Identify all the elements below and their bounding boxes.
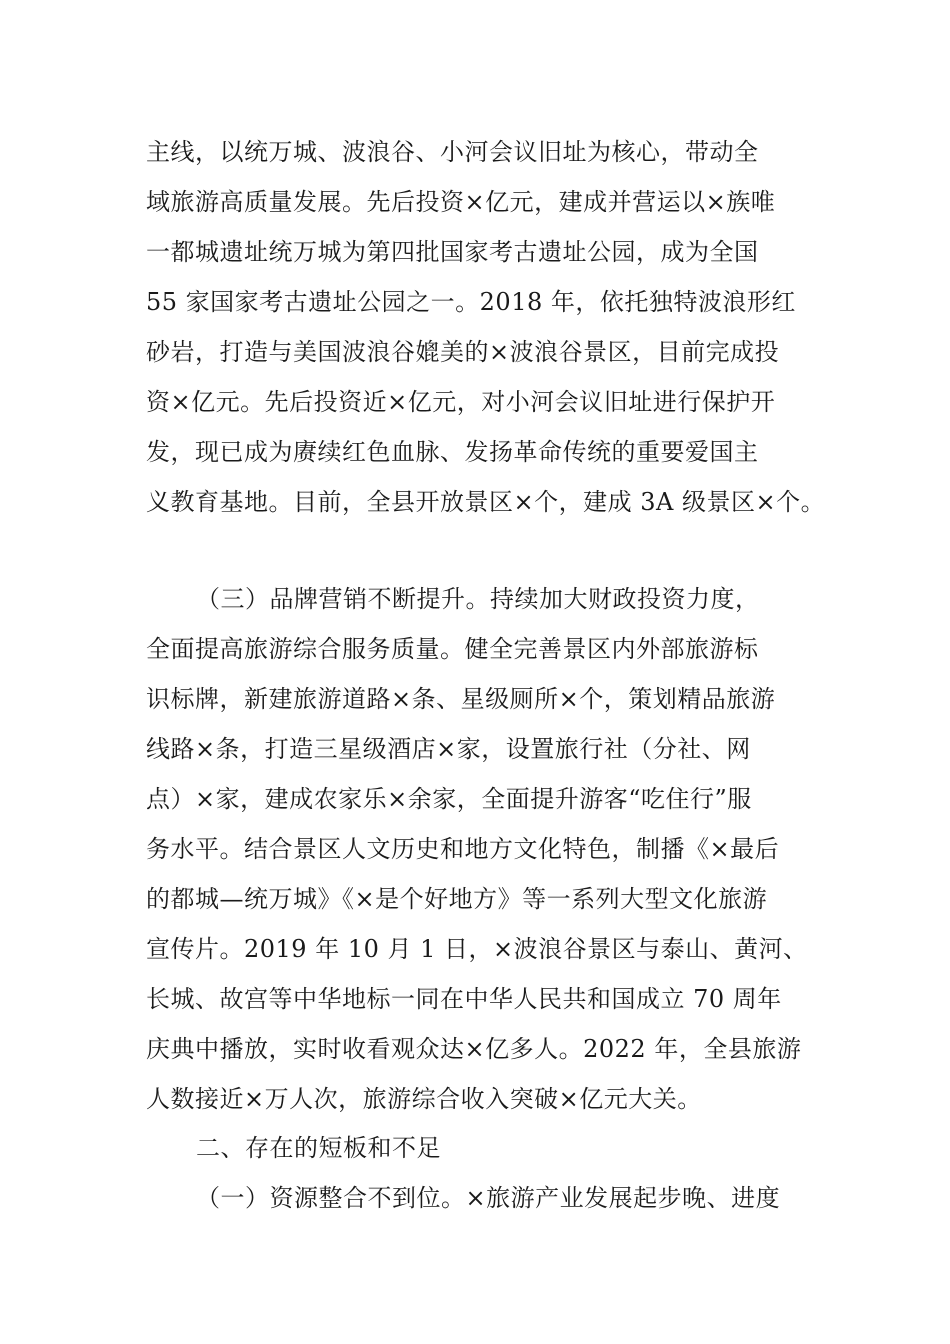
paragraph-2-line-10: 庆典中播放，实时收看观众达×亿多人。2022 年，全县旅游 [146,1035,802,1063]
paragraph-2-line-4: 线路×条，打造三星级酒店×家，设置旅行社（分社、网 [146,735,751,763]
paragraph-1-line-5: 砂岩，打造与美国波浪谷媲美的×波浪谷景区，目前完成投 [146,338,780,366]
paragraph-3-line-1: （一）资源整合不到位。×旅游产业发展起步晚、进度 [196,1184,781,1212]
section-heading: 二、存在的短板和不足 [196,1134,441,1162]
paragraph-1-line-3: 一都城遗址统万城为第四批国家考古遗址公园，成为全国 [146,238,759,266]
paragraph-2-line-3: 识标牌，新建旅游道路×条、星级厕所×个，策划精品旅游 [146,685,776,713]
paragraph-2-line-8: 宣传片。2019 年 10 月 1 日，×波浪谷景区与泰山、黄河、 [146,935,808,963]
paragraph-2-line-2: 全面提高旅游综合服务质量。健全完善景区内外部旅游标 [146,635,759,663]
paragraph-1-line-1: 主线，以统万城、波浪谷、小河会议旧址为核心，带动全 [146,138,759,166]
paragraph-1-line-8: 义教育基地。目前，全县开放景区×个，建成 3A 级景区×个。 [146,488,826,516]
paragraph-2-line-11: 人数接近×万人次，旅游综合收入突破×亿元大关。 [146,1085,702,1113]
paragraph-2-line-7: 的都城—统万城》《×是个好地方》等一系列大型文化旅游 [146,885,768,913]
paragraph-2-line-9: 长城、故宫等中华地标一同在中华人民共和国成立 70 周年 [146,985,782,1013]
paragraph-2-line-5: 点）×家，建成农家乐×余家，全面提升游客“吃住行”服 [146,785,752,813]
paragraph-2-line-1: （三）品牌营销不断提升。持续加大财政投资力度， [196,585,760,613]
paragraph-1-line-4: 55 家国家考古遗址公园之一。2018 年，依托独特波浪形红 [146,288,796,316]
paragraph-1-line-7: 发，现已成为赓续红色血脉、发扬革命传统的重要爱国主 [146,438,759,466]
paragraph-1-line-6: 资×亿元。先后投资近×亿元，对小河会议旧址进行保护开 [146,388,776,416]
paragraph-1-line-2: 域旅游高质量发展。先后投资×亿元，建成并营运以×族唯 [146,188,776,216]
paragraph-2-line-6: 务水平。结合景区人文历史和地方文化特色，制播《×最后 [146,835,780,863]
